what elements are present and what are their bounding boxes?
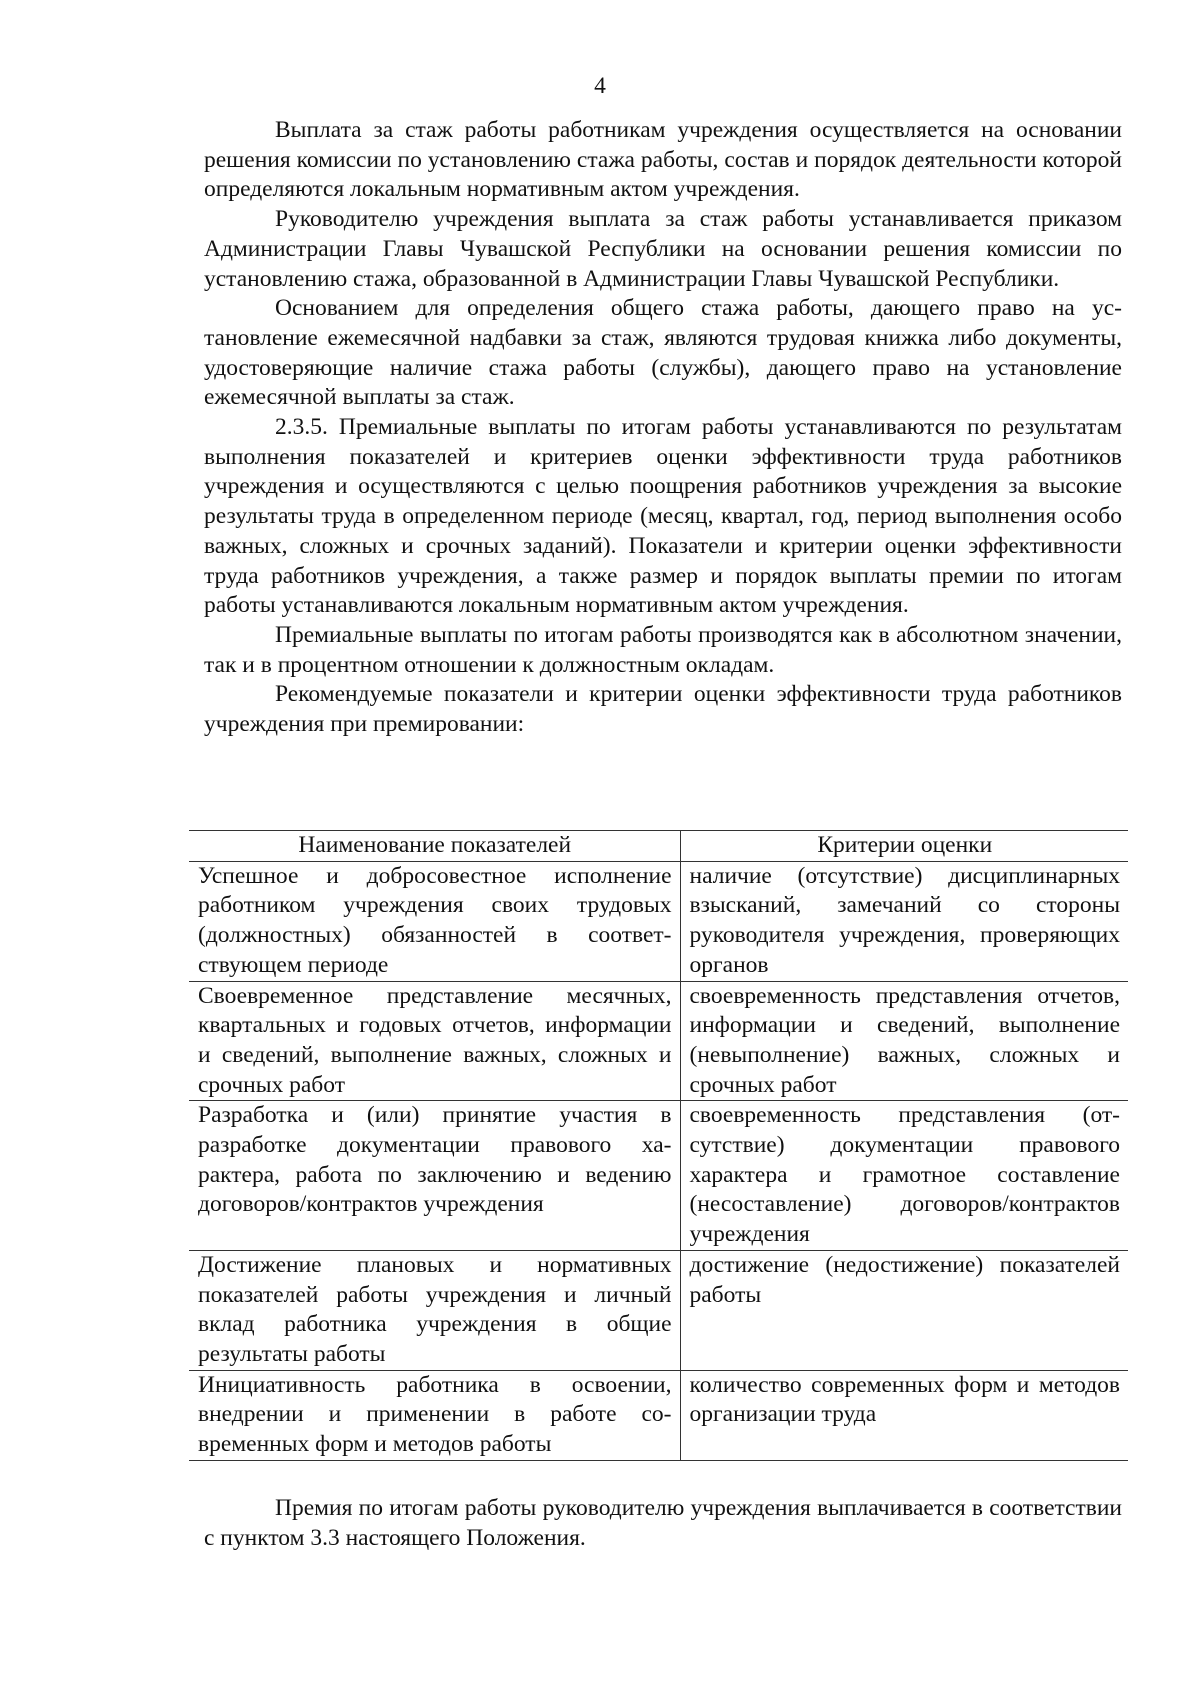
paragraph-bonus-payments: 2.3.5. Премиальные выплаты по итогам работы устанавливаются по результатам выполнения показателей и критериев оценки эффективности труда работников учреждения и осуществляются с целью поощрения работников учреждения за высокие результаты труда в определенном периоде (месяц, квартал, год, период выполнения особо важных, сложных и срочных заданий). Показатели и критерии оценки эффективности труда работников учреждения, а также размер и порядок выплаты премии по итогам работы устанавливаются локальным нормативным актом учреждения.	[204, 414, 1122, 619]
table-row	[189, 1370, 1128, 1460]
criteria-cell: достижение (недостижение) показателей работы	[680, 1250, 1128, 1370]
paragraph-table-intro: Рекомендуемые показатели и критерии оценки эффективности труда работников учреждения при премировании:	[204, 681, 1122, 738]
criteria-cell: своевременность представления (отсутствие) документации правового характера и грамотное составление (несоставление) договоров/контрактов учреждения	[680, 1101, 1128, 1251]
paragraph-head-seniority-payment: Руководителю учреждения выплата за стаж работы устанавливается приказом Администрации Главы Чувашской Республики на основании решения комиссии по установлению стажа, образованной в Администрации Главы Чувашской Республики.	[204, 206, 1122, 292]
criteria-table	[189, 830, 1128, 1461]
table-row	[189, 981, 1128, 1101]
indicator-cell: Достижение плановых и нормативных показателей работы учреждения и личный вклад работника учреждения в общие результаты работы	[189, 1250, 680, 1370]
paragraph-head-bonus: Премия по итогам работы руководителю учреждения выплачивается в соответствии с пунктом 3.3 настоящего Положения.	[204, 1495, 1122, 1551]
body-text	[204, 116, 1122, 740]
criteria-cell: наличие (отсутствие) дисциплинарных взысканий, замечаний со стороны руководителя учреждения, проверяющих органов	[680, 861, 1128, 981]
indicator-cell: Успешное и добросовестное исполнение работником учреждения своих трудовых (должностных) обязанностей в соответствующем периоде	[189, 861, 680, 981]
paragraph-bonus-forms: Премиальные выплаты по итогам работы производятся как в абсолютном значении, так и в процентном отношении к должностным окладам.	[204, 621, 1122, 678]
criteria-cell: своевременность представления отчетов, информации и сведений, выполнение (невыполнение) важных, сложных и срочных работ	[680, 981, 1128, 1101]
table-row	[189, 1250, 1128, 1370]
closing-text	[204, 1494, 1122, 1553]
paragraph-seniority-basis: Основанием для определения общего стажа работы, дающего право на установление ежемесячной надбавки за стаж, являются трудовая книжка либо документы, удостоверяющие наличие стажа работы (службы), дающего право на установление ежемесячной выплаты за стаж.	[204, 295, 1122, 411]
table-header-row	[189, 831, 1128, 862]
table-row	[189, 1101, 1128, 1251]
criteria-cell: количество современных форм и методов организации труда	[680, 1370, 1128, 1460]
indicator-cell: Разработка и (или) принятие участия в разработке документации правового характера, работа по заключению и ведению договоров/контрактов учреждения	[189, 1101, 680, 1251]
indicator-cell: Своевременное представление месячных, квартальных и годовых отчетов, информации и сведений, выполнение важных, сложных и срочных работ	[189, 981, 680, 1101]
criteria-table-wrap	[189, 830, 1128, 1461]
page-number: 4	[594, 73, 606, 99]
column-header-criteria: Критерии оценки	[680, 831, 1128, 862]
paragraph-seniority-payment: Выплата за стаж работы работникам учреждения осуществляется на основании решения комиссии по установлению стажа работы, состав и порядок деятельности которой определяются локальным нормативным актом учреждения.	[204, 117, 1122, 203]
table-row	[189, 861, 1128, 981]
indicator-cell: Инициативность работника в освоении, внедрении и применении в работе современных форм и методов работы	[189, 1370, 680, 1460]
column-header-indicators: Наименование показателей	[189, 831, 680, 862]
